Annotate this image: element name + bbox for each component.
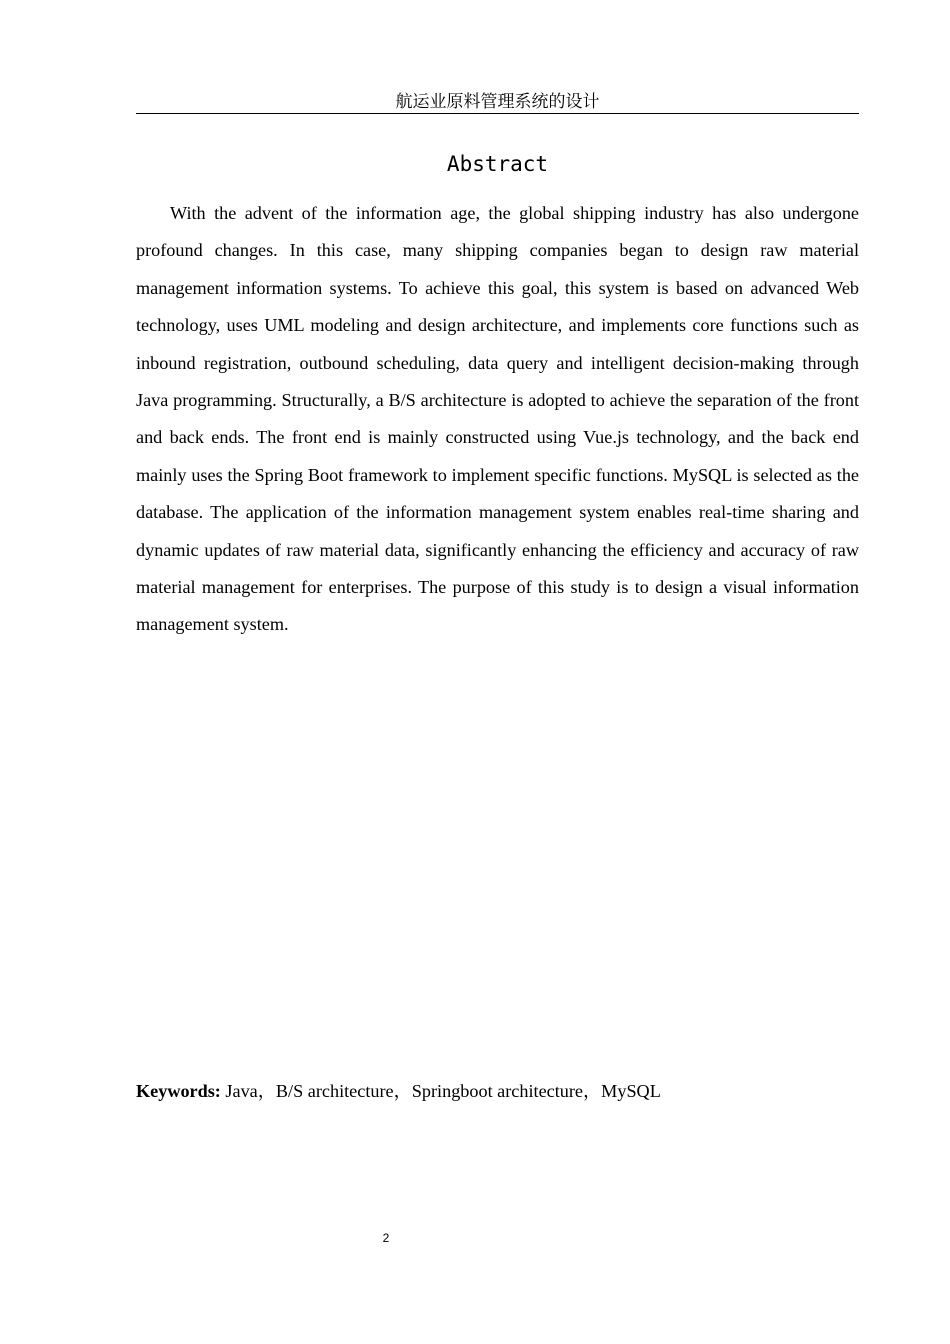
- keywords-line: [136, 1077, 859, 1105]
- running-header: 航运业原料管理系统的设计: [395, 92, 600, 112]
- keywords-label: Keywords:: [136, 1081, 221, 1101]
- page-number: 2: [382, 1231, 390, 1245]
- keywords-list: Java，B/S architecture，Springboot architecture，MySQL: [225, 1081, 661, 1101]
- abstract-title: Abstract: [446, 152, 549, 176]
- abstract-body: With the advent of the information age, the global shipping industry has also undergone profound changes. In this case, many shipping companies began to design raw material management information systems. To achieve this goal, this system is based on advanced Web technology, uses UML modeling and design architecture, and implements core functions such as inbound registration, outbound scheduling, data query and intelligent decision-making through Java programming. Structurally, a B/S architecture is adopted to achieve the separation of the front and back ends. The front end is mainly constructed using Vue.js technology, and the back end mainly uses the Spring Boot framework to implement specific functions. MySQL is selected as the database. The application of the information management system enables real-time sharing and dynamic updates of raw material data, significantly enhancing the efficiency and accuracy of raw material management for enterprises. The purpose of this study is to design a visual information management system.: [136, 203, 859, 635]
- header-rule: [136, 113, 859, 114]
